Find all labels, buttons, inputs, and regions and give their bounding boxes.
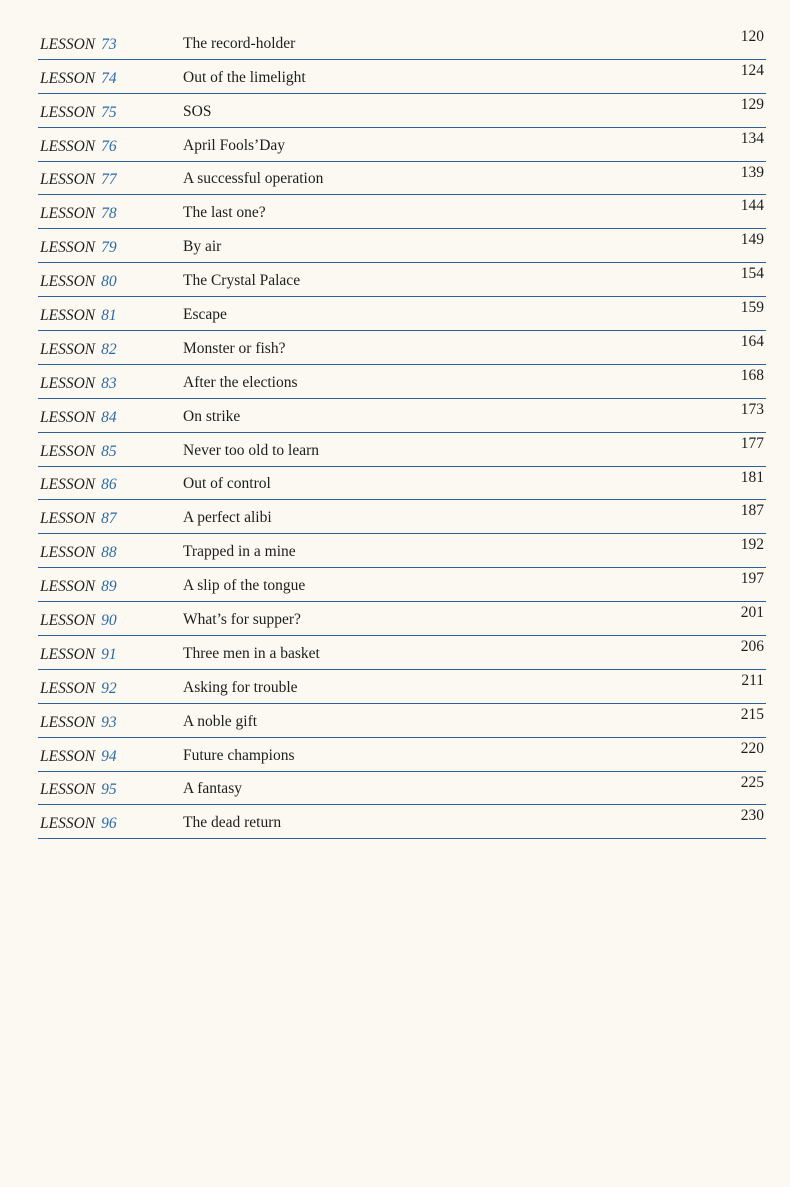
lesson-word: LESSON xyxy=(40,510,96,528)
lesson-title: The last one? xyxy=(183,204,266,222)
page-number: 154 xyxy=(740,265,764,283)
lesson-title: Asking for trouble xyxy=(183,678,298,696)
lesson-number: 89 xyxy=(101,578,117,596)
lesson-number: 76 xyxy=(101,137,117,155)
lesson-label xyxy=(40,273,117,291)
lesson-label xyxy=(40,104,117,122)
page-number: 201 xyxy=(740,604,764,622)
lesson-number: 91 xyxy=(101,645,117,663)
lesson-number: 79 xyxy=(101,239,117,257)
lesson-label xyxy=(40,646,117,664)
page-number: 124 xyxy=(740,61,764,79)
lesson-title: Future champions xyxy=(183,746,295,764)
toc-row xyxy=(38,534,766,568)
lesson-number: 86 xyxy=(101,476,117,494)
page-number: 139 xyxy=(740,163,764,181)
toc-row xyxy=(38,365,766,399)
lesson-word: LESSON xyxy=(40,679,96,697)
page-number: 134 xyxy=(740,129,764,147)
lesson-word: LESSON xyxy=(40,476,96,494)
lesson-label xyxy=(40,70,117,88)
lesson-title: Three men in a basket xyxy=(183,644,320,662)
page-number: 129 xyxy=(740,95,764,113)
toc-row xyxy=(38,195,766,229)
page-number: 149 xyxy=(740,231,764,249)
lesson-label xyxy=(40,443,117,461)
lesson-number: 80 xyxy=(101,273,117,291)
lesson-number: 88 xyxy=(101,544,117,562)
lesson-word: LESSON xyxy=(40,205,96,223)
lesson-title: On strike xyxy=(183,407,241,425)
lesson-word: LESSON xyxy=(40,69,96,87)
page-number: 225 xyxy=(740,773,764,791)
lesson-word: LESSON xyxy=(40,340,96,358)
lesson-label xyxy=(40,409,117,427)
lesson-word: LESSON xyxy=(40,35,96,53)
toc-row xyxy=(38,229,766,263)
toc-row xyxy=(38,60,766,94)
lesson-title: The record-holder xyxy=(183,34,296,52)
lesson-title: The Crystal Palace xyxy=(183,272,301,290)
lesson-title: Out of the limelight xyxy=(183,68,306,86)
page-number: 211 xyxy=(741,671,764,689)
lesson-number: 73 xyxy=(101,35,117,53)
lesson-word: LESSON xyxy=(40,374,96,392)
page-number: 187 xyxy=(740,502,764,520)
lesson-title: Out of control xyxy=(183,475,271,493)
lesson-number: 75 xyxy=(101,103,117,121)
lesson-label xyxy=(40,36,117,54)
lesson-title: A slip of the tongue xyxy=(183,577,306,595)
lesson-title: Never too old to learn xyxy=(183,441,320,459)
lesson-label xyxy=(40,239,117,257)
lesson-number: 82 xyxy=(101,340,117,358)
toc-row xyxy=(38,331,766,365)
lesson-word: LESSON xyxy=(40,815,96,833)
page-number: 173 xyxy=(740,400,764,418)
page-number: 164 xyxy=(740,333,764,351)
page-number: 215 xyxy=(740,705,764,723)
lesson-title: After the elections xyxy=(183,373,298,391)
lesson-title: Trapped in a mine xyxy=(183,543,296,561)
toc-row xyxy=(38,636,766,670)
lesson-number: 92 xyxy=(101,679,117,697)
lesson-number: 94 xyxy=(101,747,117,765)
lesson-label xyxy=(40,171,117,189)
lesson-label xyxy=(40,138,117,156)
lesson-title: Monster or fish? xyxy=(183,339,286,357)
lesson-word: LESSON xyxy=(40,137,96,155)
lesson-word: LESSON xyxy=(40,645,96,663)
toc-row xyxy=(38,94,766,128)
lesson-title: A successful operation xyxy=(183,170,324,188)
toc-row xyxy=(38,772,766,806)
lesson-label xyxy=(40,205,117,223)
toc-row xyxy=(38,399,766,433)
lesson-word: LESSON xyxy=(40,408,96,426)
lesson-word: LESSON xyxy=(40,612,96,630)
lesson-number: 78 xyxy=(101,205,117,223)
lesson-title: What’s for supper? xyxy=(183,611,301,629)
lesson-number: 84 xyxy=(101,408,117,426)
lesson-number: 93 xyxy=(101,713,117,731)
lesson-title: SOS xyxy=(183,102,212,120)
lesson-word: LESSON xyxy=(40,239,96,257)
toc-row xyxy=(38,500,766,534)
lesson-word: LESSON xyxy=(40,544,96,562)
page-number: 206 xyxy=(740,638,764,656)
lesson-title: A perfect alibi xyxy=(183,509,272,527)
lesson-title: A noble gift xyxy=(183,712,258,730)
lesson-title: By air xyxy=(183,238,222,256)
lesson-number: 77 xyxy=(101,171,117,189)
lesson-number: 96 xyxy=(101,815,117,833)
lesson-word: LESSON xyxy=(40,713,96,731)
lesson-number: 83 xyxy=(101,374,117,392)
lesson-title: Escape xyxy=(183,306,227,324)
toc-row xyxy=(38,263,766,297)
page-number: 230 xyxy=(740,807,764,825)
toc-row xyxy=(38,162,766,196)
lesson-title: The dead return xyxy=(183,814,282,832)
toc-row xyxy=(38,568,766,602)
page-number: 120 xyxy=(740,28,764,45)
lesson-number: 74 xyxy=(101,69,117,87)
lesson-word: LESSON xyxy=(40,578,96,596)
table-of-contents xyxy=(38,26,766,839)
toc-row xyxy=(38,670,766,704)
toc-row xyxy=(38,738,766,772)
toc-row xyxy=(38,433,766,467)
lesson-label xyxy=(40,544,117,562)
lesson-label xyxy=(40,815,117,833)
lesson-label xyxy=(40,510,117,528)
lesson-label xyxy=(40,307,117,325)
toc-row xyxy=(38,602,766,636)
lesson-title: A fantasy xyxy=(183,780,242,798)
page-number: 168 xyxy=(740,366,764,384)
lesson-title: April Fools’Day xyxy=(183,136,286,154)
lesson-label xyxy=(40,748,117,766)
lesson-word: LESSON xyxy=(40,442,96,460)
page-number: 220 xyxy=(740,739,764,757)
lesson-number: 85 xyxy=(101,442,117,460)
lesson-word: LESSON xyxy=(40,781,96,799)
toc-row xyxy=(38,704,766,738)
toc-row xyxy=(38,805,766,839)
page-number: 177 xyxy=(740,434,764,452)
lesson-label xyxy=(40,341,117,359)
page-number: 181 xyxy=(740,468,764,486)
lesson-word: LESSON xyxy=(40,171,96,189)
lesson-word: LESSON xyxy=(40,103,96,121)
toc-row xyxy=(38,467,766,501)
lesson-label xyxy=(40,781,117,799)
lesson-word: LESSON xyxy=(40,307,96,325)
lesson-number: 95 xyxy=(101,781,117,799)
page-number: 197 xyxy=(740,570,764,588)
toc-row xyxy=(38,26,766,60)
lesson-label xyxy=(40,612,117,630)
lesson-number: 81 xyxy=(101,307,117,325)
toc-row xyxy=(38,297,766,331)
page-number: 159 xyxy=(740,299,764,317)
lesson-label xyxy=(40,476,117,494)
lesson-label xyxy=(40,375,117,393)
lesson-label xyxy=(40,578,117,596)
lesson-word: LESSON xyxy=(40,747,96,765)
page-number: 192 xyxy=(740,536,764,554)
toc-row xyxy=(38,128,766,162)
lesson-number: 90 xyxy=(101,612,117,630)
lesson-word: LESSON xyxy=(40,273,96,291)
lesson-number: 87 xyxy=(101,510,117,528)
lesson-label xyxy=(40,680,117,698)
lesson-label xyxy=(40,714,117,732)
page-number: 144 xyxy=(740,197,764,215)
